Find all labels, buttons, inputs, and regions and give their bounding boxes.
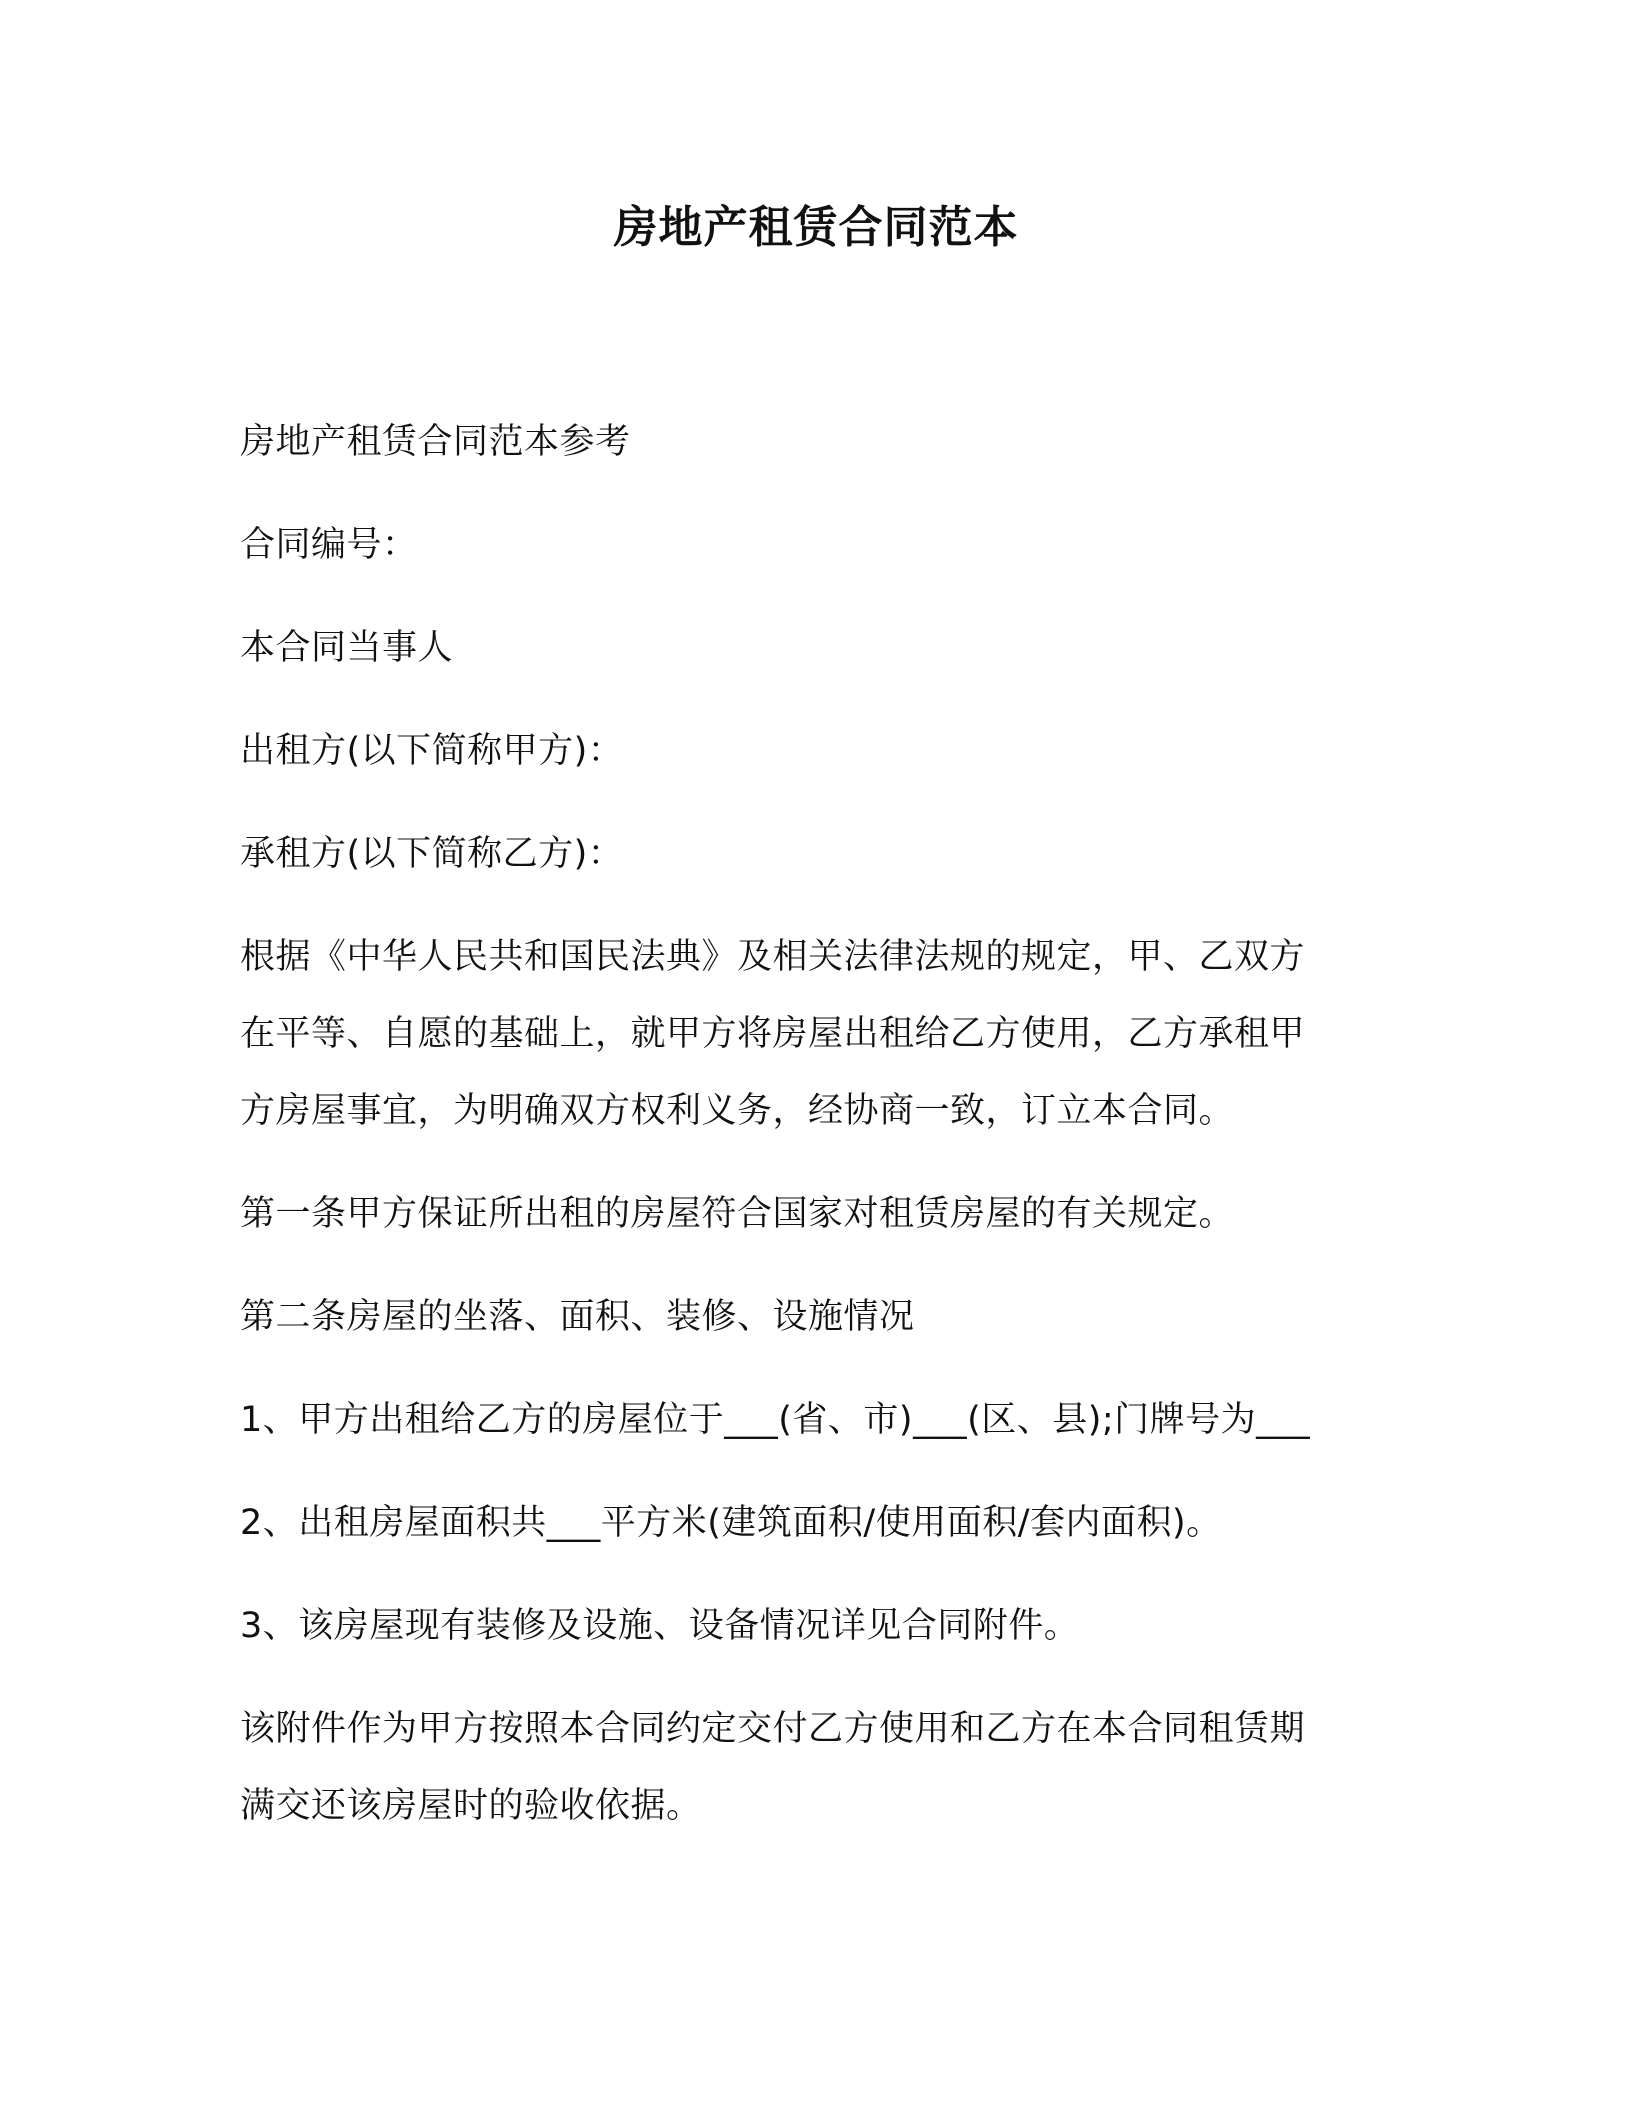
lessor-line: 出租方(以下简称甲方)： — [240, 731, 624, 771]
article-2-heading: 第二条房屋的坐落、面积、装修、设施情况 — [240, 1297, 915, 1337]
lessee-line: 承租方(以下简称乙方)： — [240, 834, 624, 874]
article-2-item-1: 1、甲方出租给乙方的房屋位于___(省、市)___(区、县);门牌号为___ — [240, 1400, 1311, 1440]
document-title: 房地产租赁合同范本 — [613, 202, 1019, 253]
article-1-line: 第一条甲方保证所出租的房屋符合国家对租赁房屋的有关规定。 — [240, 1194, 1235, 1234]
parties-heading: 本合同当事人 — [240, 628, 454, 668]
preamble-line-1: 根据《中华人民共和国民法典》及相关法律法规的规定，甲、乙双方 — [240, 937, 1306, 977]
preamble-line-2: 在平等、自愿的基础上，就甲方将房屋出租给乙方使用，乙方承租甲 — [240, 1014, 1306, 1054]
article-2-item-3: 3、该房屋现有装修及设施、设备情况详见合同附件。 — [240, 1606, 1080, 1646]
preamble-line-3: 方房屋事宜，为明确双方权利义务，经协商一致，订立本合同。 — [240, 1091, 1235, 1131]
attachment-line-2: 满交还该房屋时的验收依据。 — [240, 1786, 702, 1826]
contract-number-line: 合同编号： — [240, 525, 418, 565]
attachment-line-1: 该附件作为甲方按照本合同约定交付乙方使用和乙方在本合同租赁期 — [240, 1709, 1306, 1749]
article-2-item-2: 2、出租房屋面积共___平方米(建筑面积/使用面积/套内面积)。 — [240, 1503, 1222, 1543]
subtitle-line: 房地产租赁合同范本参考 — [240, 422, 631, 462]
